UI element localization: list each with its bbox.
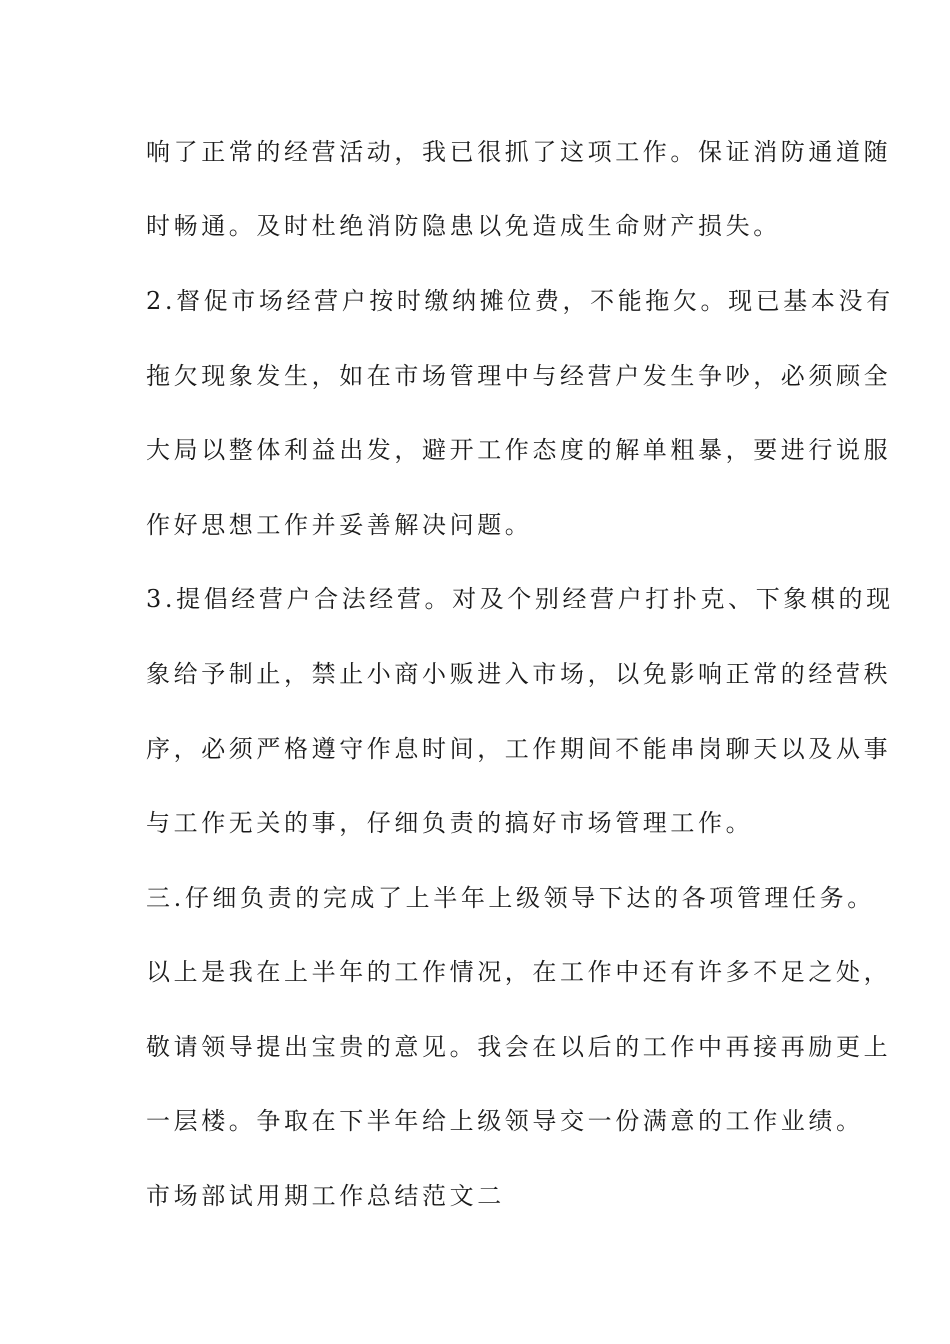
text-line: 与工作无关的事，仔细负责的搞好市场管理工作。 [146, 809, 754, 837]
text-line: 以上是我在上半年的工作情况，在工作中还有许多不足之处， [146, 958, 892, 986]
section-heading: 市场部试用期工作总结范文二 [146, 1182, 505, 1210]
text-line: 3.提倡经营户合法经营。对及个别经营户打扑克、下象棋的现 [146, 585, 894, 613]
text-line: 序，必须严格遵守作息时间，工作期间不能串岗聊天以及从事 [146, 735, 892, 763]
text-line: 象给予制止，禁止小商小贩进入市场，以免影响正常的经营秩 [146, 660, 892, 688]
text-line: 敬请领导提出宝贵的意见。我会在以后的工作中再接再励更上 [146, 1033, 892, 1061]
text-line: 一层楼。争取在下半年给上级领导交一份满意的工作业绩。 [146, 1107, 864, 1135]
text-line: 时畅通。及时杜绝消防隐患以免造成生命财产损失。 [146, 212, 781, 240]
text-line: 拖欠现象发生，如在市场管理中与经营户发生争吵，必须顾全 [146, 362, 892, 390]
text-line: 作好思想工作并妥善解决问题。 [146, 511, 533, 539]
text-line: 大局以整体利益出发，避开工作态度的解单粗暴，要进行说服 [146, 436, 892, 464]
text-line: 响了正常的经营活动，我已很抓了这项工作。保证消防通道随 [146, 138, 892, 166]
text-line: 三.仔细负责的完成了上半年上级领导下达的各项管理任务。 [146, 884, 875, 912]
text-line: 2.督促市场经营户按时缴纳摊位费，不能拖欠。现已基本没有 [146, 287, 894, 315]
